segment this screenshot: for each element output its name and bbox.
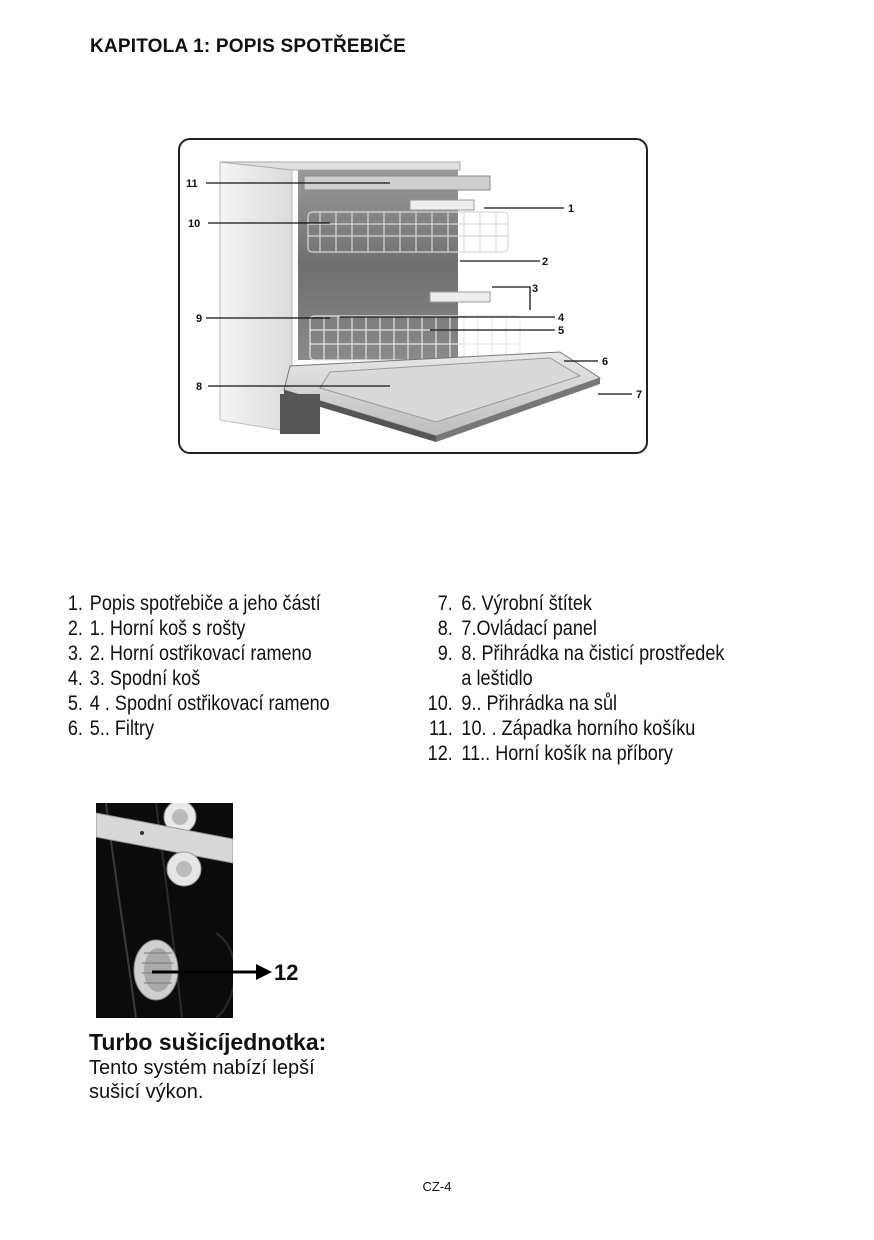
callout-label: 7 <box>636 389 643 401</box>
list-item: 9. 8. Přihrádka na čisticí prostředek <box>437 642 725 665</box>
list-item: 2. 1. Horní koš s rošty <box>67 617 246 640</box>
dishwasher-diagram <box>178 138 648 454</box>
list-item: 4. 3. Spodní koš <box>67 667 201 690</box>
callout-label: 5 <box>558 325 565 337</box>
callout-label: 12 <box>274 960 299 985</box>
section-text: Tento systém nabízí lepší sušicí výkon. <box>89 1057 315 1103</box>
section-heading: Turbo sušicíjednotka: <box>89 1029 327 1055</box>
list-item: 6. 5.. Filtry <box>67 717 155 740</box>
parts-list-left <box>64 591 330 741</box>
page-number: CZ-4 <box>422 1179 452 1194</box>
callout-label: 6 <box>602 356 609 368</box>
callout-label: 8 <box>196 381 203 393</box>
arrow-icon <box>150 960 274 984</box>
callout-label: 11 <box>186 178 198 190</box>
callout-label: 9 <box>196 313 203 325</box>
list-item: 5. 4 . Spodní ostřikovací rameno <box>67 692 330 715</box>
list-item: 1. Popis spotřebiče a jeho částí <box>67 592 321 615</box>
list-item: 12. 11.. Horní košík na příbory <box>427 742 673 765</box>
dishwasher-illustration <box>180 140 646 452</box>
list-item: a leštidlo <box>461 667 533 690</box>
callout-label: 4 <box>558 312 565 324</box>
callout-label: 3 <box>532 283 539 295</box>
turbo-dryer-photo <box>96 803 233 1018</box>
list-item: 10. 9.. Přihrádka na sůl <box>427 692 618 715</box>
page-title: KAPITOLA 1: POPIS SPOTŘEBIČE <box>90 36 406 57</box>
list-item: 3. 2. Horní ostřikovací rameno <box>67 642 312 665</box>
callout-label: 2 <box>542 256 549 268</box>
list-item: 8. 7.Ovládací panel <box>437 617 597 640</box>
parts-list-right <box>427 591 724 766</box>
callout-label: 10 <box>188 218 201 230</box>
callout-label: 1 <box>568 203 575 215</box>
list-item: 11. 10. . Západka horního košíku <box>429 717 696 740</box>
list-item: 7. 6. Výrobní štítek <box>437 592 592 615</box>
